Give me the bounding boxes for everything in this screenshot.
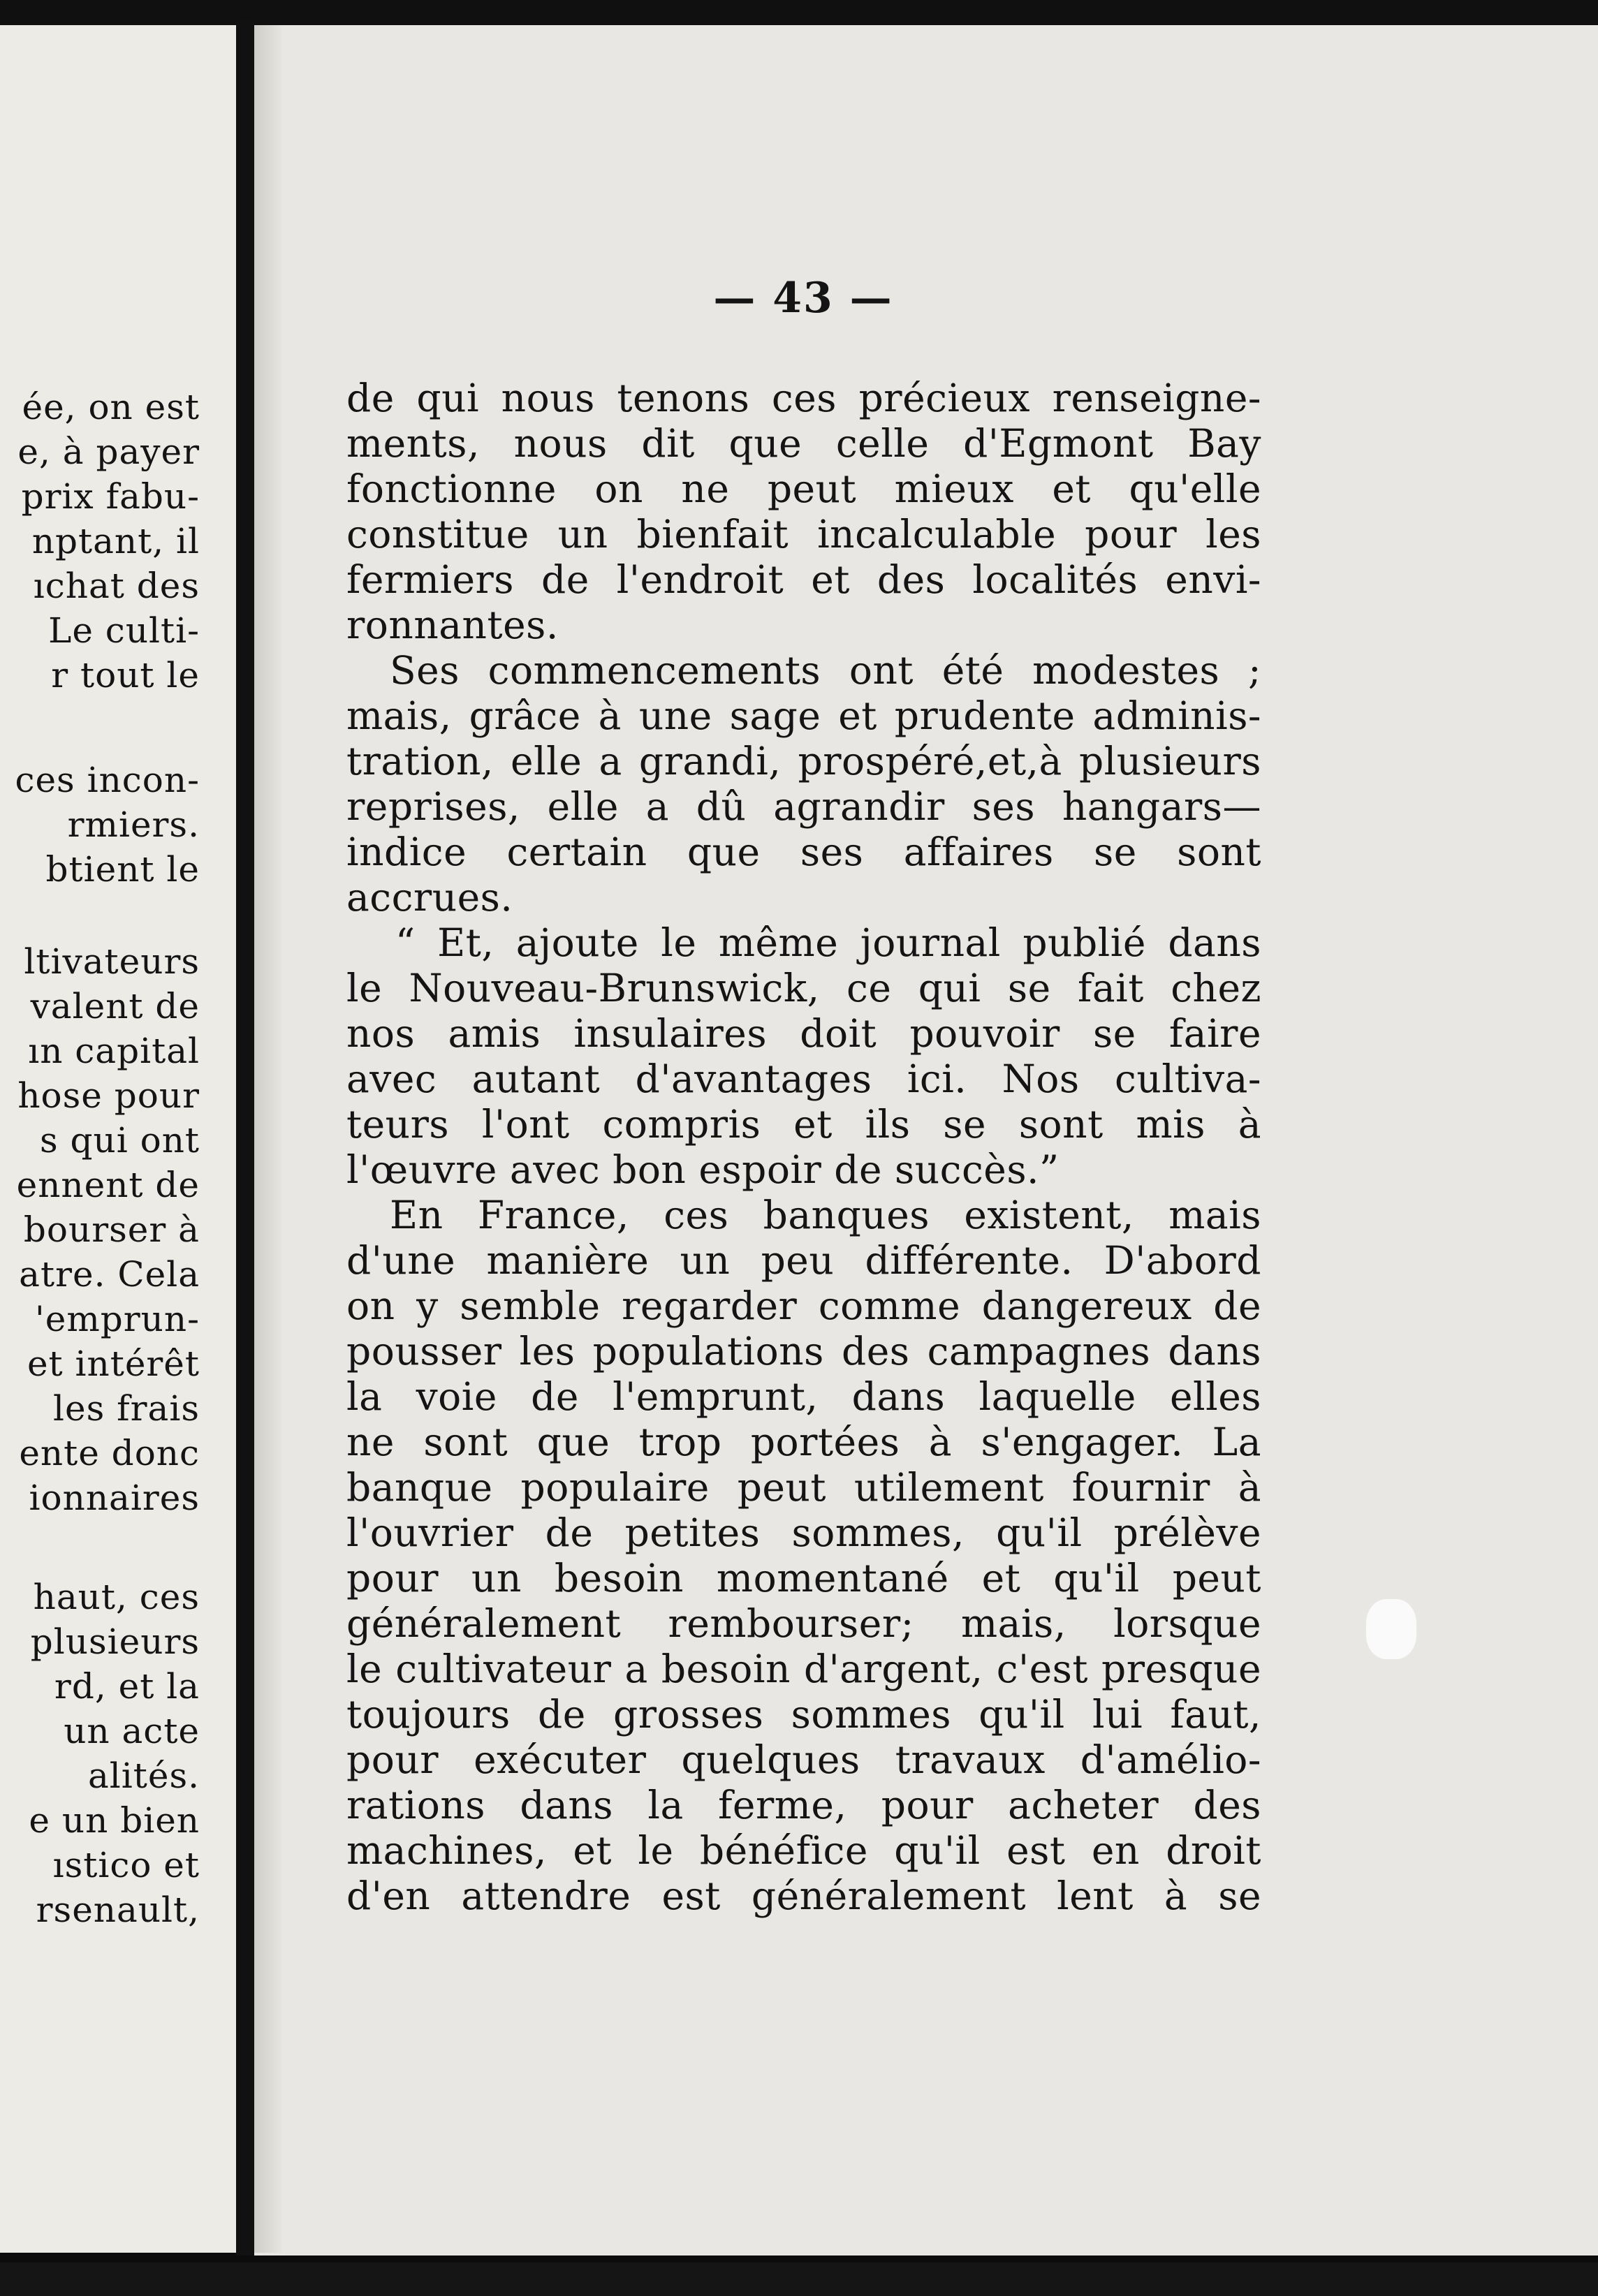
left-page-line: ennent de (16, 1165, 200, 1205)
text-line: pousser les populations des campagnes dans (346, 1329, 1261, 1374)
left-page-line: r tout le (51, 655, 200, 696)
text-line: ments, nous dit que celle d'Egmont Bay (346, 421, 1261, 466)
text-line: teurs l'ont compris et ils se sont mis à (346, 1102, 1261, 1147)
text-line: l'ouvrier de petites sommes, qu'il prélève (346, 1510, 1261, 1555)
text-line: pour exécuter quelques travaux d'amélio- (346, 1737, 1261, 1782)
left-page-line: ée, on est (22, 387, 200, 427)
text-line: l'œuvre avec bon espoir de succès.” (346, 1147, 1060, 1192)
text-line: reprises, elle a dû agrandir ses hangars— (346, 784, 1261, 829)
left-page-line: ıchat des (33, 566, 200, 606)
left-page-line: atre. Cela (19, 1254, 200, 1295)
text-line: “ Et, ajoute le même journal publié dans (395, 920, 1261, 965)
left-page-line: haut, ces (33, 1577, 200, 1617)
left-page-line: ionnaires (29, 1478, 200, 1518)
left-page-line: alités. (87, 1756, 200, 1796)
left-page-line: e un bien (29, 1800, 200, 1841)
text-line: le Nouveau-Brunswick, ce qui se fait chez (346, 966, 1261, 1010)
text-line: indice certain que ses affaires se sont (346, 830, 1261, 874)
left-page-line: rmiers. (67, 804, 200, 845)
left-page-line: ltivateurs (24, 941, 200, 982)
text-line: tration, elle a grandi, prospéré,et,à plusieurs (346, 739, 1261, 783)
text-line: ne sont que trop portées à s'engager. La (346, 1420, 1261, 1464)
text-line: machines, et le bénéfice qu'il est en droit (346, 1828, 1261, 1873)
text-line: nos amis insulaires doit pouvoir se faire (346, 1011, 1261, 1056)
left-page-line: ces incon- (15, 760, 200, 800)
text-line: d'une manière un peu différente. D'abord (346, 1238, 1261, 1283)
paper-blemish (1366, 1599, 1416, 1659)
left-page-line: e, à payer (17, 432, 200, 472)
left-page-line: ıstico et (52, 1845, 200, 1885)
text-line: constitue un bienfait incalculable pour les (346, 512, 1261, 557)
text-line: toujours de grosses sommes qu'il lui faut, (346, 1692, 1261, 1737)
scan-bottom-border (0, 2262, 1598, 2296)
text-line: accrues. (346, 875, 513, 920)
left-page-line: un acte (64, 1711, 200, 1751)
text-line: banque populaire peut utilement fournir à (346, 1465, 1261, 1510)
text-line: fermiers de l'endroit et des localités envi- (346, 557, 1261, 602)
left-page-line: bourser à (23, 1209, 200, 1250)
text-line: on y semble regarder comme dangereux de (346, 1283, 1261, 1328)
text-line: mais, grâce à une sage et prudente adminis- (346, 693, 1261, 738)
text-line: généralement rembourser; mais, lorsque (346, 1601, 1261, 1646)
text-line: fonctionne on ne peut mieux et qu'elle (346, 466, 1261, 511)
left-page-line: plusieurs (30, 1621, 200, 1662)
left-page-line: rd, et la (54, 1666, 200, 1707)
left-page-line: et intérêt (27, 1344, 200, 1384)
left-page-line: btient le (45, 849, 200, 890)
text-line: avec autant d'avantages ici. Nos cultiva- (346, 1057, 1261, 1101)
text-line: la voie de l'emprunt, dans laquelle elles (346, 1374, 1261, 1419)
left-page-line: nptant, il (31, 521, 200, 561)
text-line: rations dans la ferme, pour acheter des (346, 1783, 1261, 1827)
left-page-line: hose pour (17, 1075, 200, 1116)
gutter-shadow (254, 25, 282, 2253)
text-line: d'en attendre est généralement lent à se (346, 1874, 1261, 1918)
left-page-line: s qui ont (39, 1120, 200, 1161)
left-page-line: 'emprun- (35, 1299, 200, 1339)
page-number: — 43 — (713, 274, 893, 323)
binding-gutter (236, 21, 254, 2255)
text-line: pour un besoin momentané et qu'il peut (346, 1556, 1261, 1600)
left-page-fragment (0, 25, 236, 2253)
left-page-line: ın capital (28, 1031, 200, 1071)
left-page-line: valent de (30, 986, 200, 1026)
left-page-line: prix fabu- (21, 476, 200, 517)
text-line: ronnantes. (346, 603, 559, 647)
text-line: de qui nous tenons ces précieux renseigne- (346, 376, 1261, 420)
left-page-line: ente donc (19, 1433, 200, 1473)
text-line: En France, ces banques existent, mais (390, 1193, 1261, 1237)
left-page-line: les frais (52, 1388, 200, 1429)
left-page-line: Le culti- (48, 610, 200, 651)
body-text (346, 376, 1261, 1919)
text-line: le cultivateur a besoin d'argent, c'est presque (346, 1647, 1261, 1691)
text-line: Ses commencements ont été modestes ; (390, 648, 1261, 693)
left-page-line: rsenault, (36, 1890, 200, 1930)
